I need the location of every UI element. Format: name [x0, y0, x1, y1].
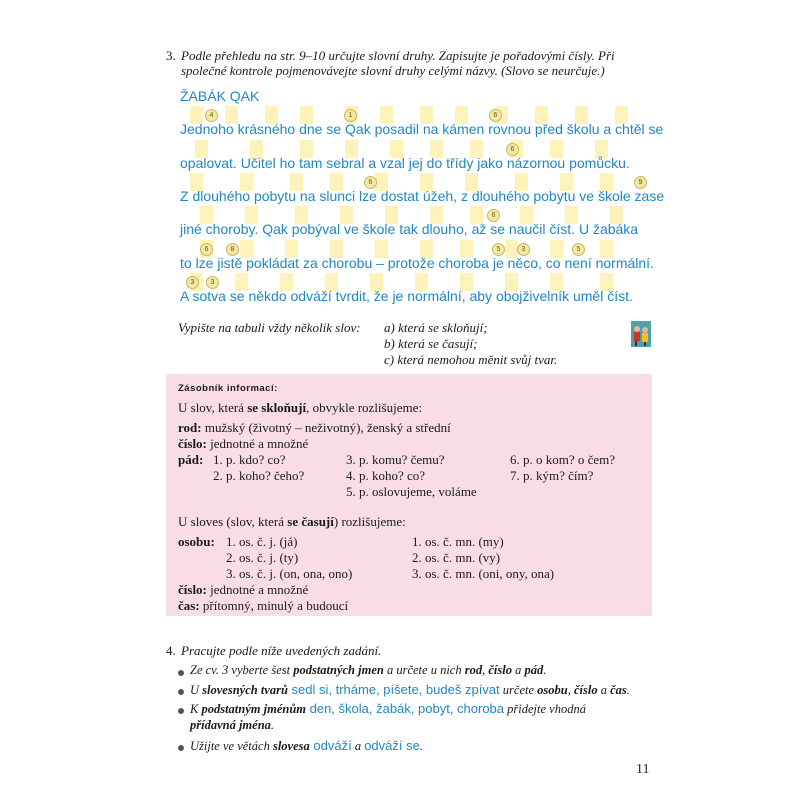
task-4: Užijte ve větách slovesa odváží a odváží se. [190, 738, 423, 753]
cislo-row: číslo: jednotné a množné [178, 436, 309, 451]
pad-item: 2. p. koho? čeho? [213, 468, 305, 483]
story-line: opalovat. Učitel ho tam sebral a vzal jej do třídy jako názornou pomůcku. [180, 155, 630, 171]
marker: 8 [226, 243, 239, 256]
task-2: U slovesných tvarů sedl si, trháme, píšete, budeš zpívat určete osobu, číslo a čas. [190, 682, 630, 697]
marker: 6 [506, 143, 519, 156]
osoba-item: 1. os. č. j. (já) [226, 534, 298, 549]
task-3-cont: přídavná jména. [190, 718, 275, 732]
osoba-label: osobu: [178, 534, 215, 549]
exercise-4-number: 4. [166, 643, 176, 658]
bullet-icon [178, 708, 184, 714]
bullet-icon [178, 745, 184, 751]
marker: 6 [487, 209, 500, 222]
marker: 4 [205, 109, 218, 122]
info-heading: Zásobník informací: [178, 383, 278, 394]
marker: 9 [634, 176, 647, 189]
chalkboard-icon [631, 321, 651, 347]
story-line: A sotva se někdo odváží tvrdit, že je normální, aby obojživelník uměl číst. [180, 288, 633, 304]
pad-item: 1. p. kdo? co? [213, 452, 286, 467]
marker: 3 [206, 276, 219, 289]
osoba-item: 3. os. č. j. (on, ona, ono) [226, 566, 353, 581]
info-box [166, 374, 652, 616]
story-title: ŽABÁK QAK [180, 88, 260, 104]
write-prompt: Vypište na tabuli vždy několik slov: [178, 320, 361, 335]
instruction-line-2: společné kontrole pojmenovávejte slovní druhy celými názvy. (Slovo se neurčuje.) [181, 63, 605, 78]
osoba-item: 3. os. č. mn. (oni, ony, ona) [412, 566, 555, 581]
exercise-3-instruction [181, 48, 651, 78]
pad-item: 5. p. oslovujeme, voláme [346, 484, 477, 499]
marker: 3 [186, 276, 199, 289]
write-option-c: c) která nemohou měnit svůj tvar. [384, 352, 558, 367]
exercise-4-instruction: Pracujte podle níže uvedených zadání. [181, 643, 382, 658]
marker: 6 [200, 243, 213, 256]
marker: 6 [364, 176, 377, 189]
story-line: Z dlouhého pobytu na slunci lze dostat úžeh, z dlouhého pobytu ve škole zase [180, 188, 665, 204]
marker: 6 [489, 109, 502, 122]
marker: 5 [492, 243, 505, 256]
task-3: K podstatným jménům den, škola, žabák, pobyt, choroba přidejte vhodná [190, 701, 586, 716]
nouns-intro: U slov, která se skloňují, obvykle rozlišujeme: [178, 400, 422, 415]
task-1: Ze cv. 3 vyberte šest podstatných jmen a určete u nich rod, číslo a pád. [190, 663, 547, 677]
bullet-icon [178, 670, 184, 676]
exercise-3-number: 3. [166, 48, 176, 63]
osoba-item: 2. os. č. j. (ty) [226, 550, 299, 565]
cas-row: čas: přítomný, minulý a budoucí [178, 598, 349, 613]
pad-item: 4. p. koho? co? [346, 468, 426, 483]
osoba-item: 2. os. č. mn. (vy) [412, 550, 501, 565]
pad-item: 6. p. o kom? o čem? [510, 452, 616, 467]
story-line: to lze jistě pokládat za chorobu – protože choroba je něco, co není normální. [180, 255, 654, 271]
pad-item: 3. p. komu? čemu? [346, 452, 445, 467]
write-option-b: b) která se časují; [384, 336, 478, 351]
verbs-intro: U sloves (slov, která se časují) rozlišujeme: [178, 514, 406, 529]
pad-label: pád: [178, 452, 204, 467]
story-line: jiné choroby. Qak pobýval ve škole tak dlouho, až se naučil číst. U žabáka [180, 221, 639, 237]
write-option-a: a) která se skloňují; [384, 320, 488, 335]
bullet-icon [178, 689, 184, 695]
marker: 1 [344, 109, 357, 122]
page-number: 11 [636, 762, 650, 777]
marker: 5 [572, 243, 585, 256]
story-line: Jednoho krásného dne se Qak posadil na kámen rovnou před školu a chtěl se [180, 121, 664, 137]
rod-row: rod: mužský (životný – neživotný), ženský a střední [178, 420, 451, 435]
osoba-item: 1. os. č. mn. (my) [412, 534, 504, 549]
instruction-line-1: Podle přehledu na str. 9–10 určujte slovní druhy. Zapisujte je pořadovými čísly. Při [181, 48, 615, 63]
marker: 3 [517, 243, 530, 256]
cislo2-row: číslo: jednotné a množné [178, 582, 309, 597]
pad-item: 7. p. kým? čím? [510, 468, 594, 483]
